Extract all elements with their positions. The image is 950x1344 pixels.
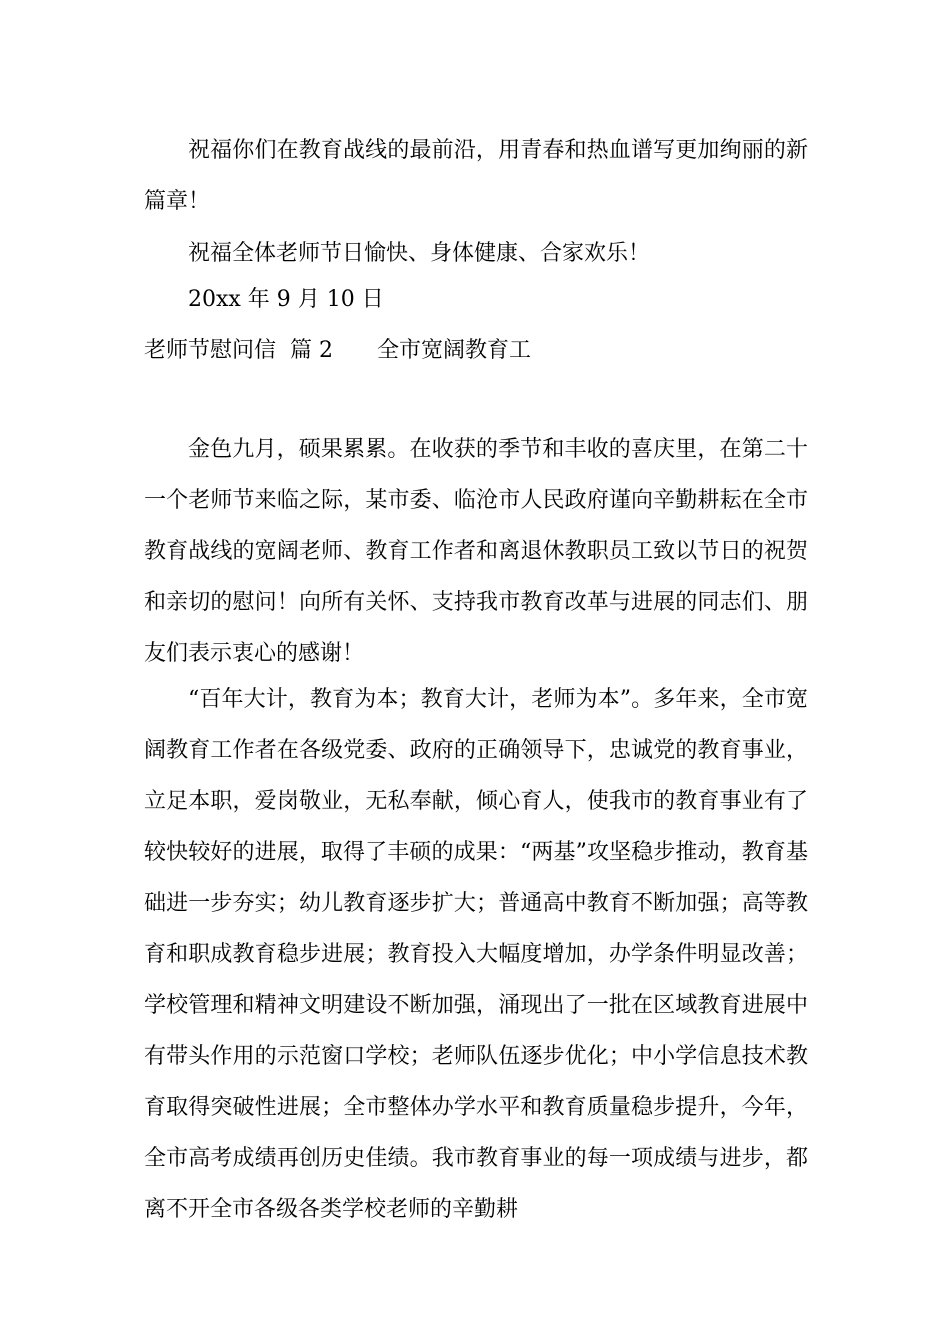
closing-wish-paragraph: 祝福你们在教育战线的最前沿，用青春和热血谱写更加绚丽的新篇章！ <box>144 138 808 214</box>
heading-continuation: 全市宽阔教育工 <box>376 338 531 363</box>
body-paragraph-education-plan: “百年大计，教育为本；教育大计，老师为本”。多年来，全市宽阔教育工作者在各级党委、政府的正确领导下，忠诚党的教育事业，立足本职，爱岗敬业，无私奉献，倾心育人，使我市的教育事业有了较快较好的进展，取得了丰硕的成果：“两基”攻坚稳步推动，教育基础进一步夯实；幼儿教育逐步扩大；普通高中教育不断加强；高等教育和职成教育稳步进展；教育投入大幅度增加，办学条件明显改善；学校管理和精神文明建设不断加强，涌现出了一批在区域教育进展中有带头作用的示范窗口学校；老师队伍逐步优化；中小学信息技术教育取得突破性进展；全市整体办学水平和教育质量稳步提升，今年，全市高考成绩再创历史佳绩。我市教育事业的每一项成绩与进步，都离不开全市各级各类学校老师的辛勤耕 <box>144 687 808 1222</box>
heading-title: 老师节慰问信 篇 2 <box>144 338 333 363</box>
section-heading <box>144 336 531 366</box>
holiday-greeting-paragraph: 祝福全体老师节日愉快、身体健康、合家欢乐！ <box>188 241 651 266</box>
letter-date: 20xx 年 9 月 10 日 <box>188 287 384 312</box>
body-paragraph-golden-september: 金色九月，硕果累累。在收获的季节和丰收的喜庆里，在第二十一个老师节来临之际，某市委、临沧市人民政府谨向辛勤耕耘在全市教育战线的宽阔老师、教育工作者和离退休教职员工致以节日的祝贺和亲切的慰问！向所有关怀、支持我市教育改革与进展的同志们、朋友们表示衷心的感谢！ <box>144 437 808 666</box>
